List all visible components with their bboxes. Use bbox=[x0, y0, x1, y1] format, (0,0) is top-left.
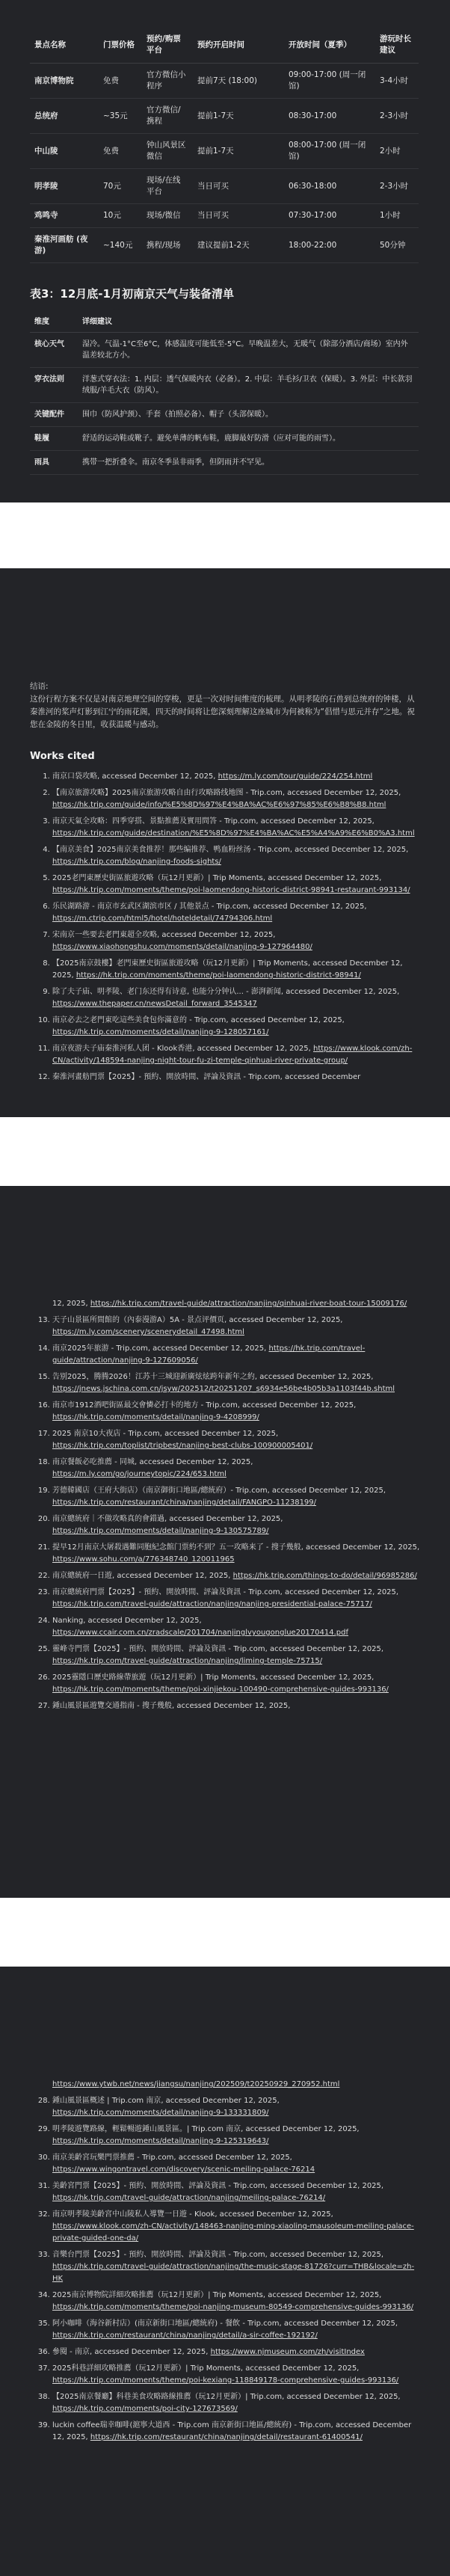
citation-item bbox=[52, 1615, 420, 1639]
citation-text: 阿小咖啡（海谷新村店）(南京新街口地區/總統府) - 餐飲 - Trip.com, accessed December 12, 2025, bbox=[52, 2320, 398, 2328]
citation-text: 2025老門東歷史街區旅遊攻略（玩12月更新）| Trip Moments, accessed December 12, 2025, bbox=[52, 874, 382, 882]
citation-item bbox=[52, 1043, 420, 1067]
weather-table bbox=[30, 309, 419, 475]
citation-text: 南京總統府一日遊, accessed December 12, 2025, bbox=[52, 1572, 233, 1580]
citation-link[interactable]: https://hk.trip.com/restaurant/china/nanjing/detail/restaurant-61400541/ bbox=[90, 2433, 363, 2441]
citation-link[interactable]: https://www.thepaper.cn/newsDetail_forward_3545347 bbox=[52, 1000, 257, 1008]
citation-text: 南京餐飯必吃推薦 - 同城, accessed December 12, 2025, bbox=[52, 1458, 253, 1466]
citation-item bbox=[52, 1570, 420, 1582]
citation-link[interactable]: https://hk.trip.com/moments/detail/nanjing-9-128057161/ bbox=[52, 1028, 269, 1036]
citation-text: 南京市1912酒吧街區最交會憐必打卡的地方 - Trip.com, accessed December 12, 2025, bbox=[52, 1401, 357, 1410]
weather-advice: 湿冷。气温-1°C至6°C，体感温度可能低至-5°C。早晚温差大，无暖气（除部分酒店/商场）室内外温差较北方小。 bbox=[78, 333, 419, 368]
venue-duration: 3-4小时 bbox=[375, 64, 419, 99]
venue-table-header bbox=[30, 25, 419, 64]
citation-item bbox=[52, 901, 420, 925]
citation-text: 南京口袋攻略, accessed December 12, 2025, bbox=[52, 772, 218, 781]
citation-item bbox=[52, 2180, 420, 2204]
venue-col-header: 游玩时长建议 bbox=[375, 25, 419, 64]
venue-price: ~35元 bbox=[99, 99, 142, 134]
citation-link[interactable]: https://hk.trip.com/guide/destination/%E5%8D%97%E4%BA%AC%E5%A4%A9%E6%B0%A3.html bbox=[52, 829, 415, 837]
citation-item bbox=[52, 1644, 420, 1667]
venue-price: ~140元 bbox=[99, 228, 142, 263]
citation-link[interactable]: https://hk.trip.com/moments/detail/nanjing-9-125319643/ bbox=[52, 2137, 269, 2145]
venue-hours: 08:00-17:00 (周一闭馆) bbox=[284, 134, 375, 169]
venue-hours: 08:30-17:00 bbox=[284, 99, 375, 134]
venue-platform: 官方微信/携程 bbox=[142, 99, 193, 134]
citation-link[interactable]: https://hk.trip.com/moments/detail/nanjing-9-133331809/ bbox=[52, 2109, 269, 2117]
table-row bbox=[30, 333, 419, 368]
citation-text: 2025科巷詳細攻略推薦（玩12月更新）| Trip Moments, accessed December 12, 2025, bbox=[52, 2364, 360, 2373]
citation-text: 【南京旅游攻略】2025南京旅游攻略自由行攻略路线地图 - Trip.com, accessed December 12, 2025, bbox=[52, 789, 401, 797]
citation-item bbox=[52, 2346, 420, 2358]
citation-continuation bbox=[30, 1298, 420, 1310]
venue-duration: 2小时 bbox=[375, 134, 419, 169]
venue-table bbox=[30, 25, 419, 263]
page-gap bbox=[0, 502, 450, 568]
citation-item bbox=[52, 873, 420, 897]
page-3 bbox=[0, 1186, 450, 1898]
citation-text: 2025靈隱口歷史路線帶旅遊（玩12月更新）| Trip Moments, accessed December 12, 2025, bbox=[52, 1673, 375, 1682]
weather-dimension: 关键配件 bbox=[30, 403, 78, 427]
citation-link[interactable]: https://www.ccair.com.cn/zradscale/201704/nanjinglvyougonglue20170414.pdf bbox=[52, 1629, 349, 1637]
venue-duration: 2-3小时 bbox=[375, 99, 419, 134]
citation-text: 靈峰寺門票【2025】- 預約、開放時間、評論及資訊 - Trip.com, accessed December 12, 2025, bbox=[52, 1645, 384, 1653]
conclusion-heading: 结语: bbox=[30, 682, 49, 691]
works-cited-list bbox=[30, 2095, 420, 2444]
table-row bbox=[30, 204, 419, 228]
venue-col-header: 开放时间（夏季） bbox=[284, 25, 375, 64]
citation-link[interactable]: https://hk.trip.com/moments/poi-city-127673569/ bbox=[52, 2405, 238, 2413]
works-cited-title: Works cited bbox=[30, 751, 95, 762]
page-4 bbox=[0, 1967, 450, 2576]
citation-text: 明孝陵遊覽路線，輕鬆暢遊鍾山風景區。| Trip.com 南京, accessed December 12, 2025, bbox=[52, 2125, 360, 2133]
citation-item bbox=[52, 1015, 420, 1039]
citation-text: 鍾山風景區遊覽交通指南 - 搜子幾般, accessed December 12, 2025, bbox=[52, 1702, 291, 1710]
venue-duration: 1小时 bbox=[375, 204, 419, 228]
venue-duration: 50分钟 bbox=[375, 228, 419, 263]
citation-link[interactable]: https://www.klook.com/zh-CN/activity/148594-nanjing-night-tour-fu-zi-temple-qinhuai-river-private-group/ bbox=[52, 1045, 413, 1065]
citation-item bbox=[52, 1485, 420, 1509]
citation-link[interactable]: https://hk.trip.com/restaurant/china/nanjing/detail/a-sir-coffee-192192/ bbox=[52, 2331, 318, 2340]
citation-item bbox=[52, 1542, 420, 1566]
citation-link[interactable]: https://hk.trip.com/travel-guide/attraction/nanjing/meiling-palace-76214/ bbox=[52, 2194, 326, 2202]
citation-link[interactable]: https://hk.trip.com/things-to-do/detail/96985286/ bbox=[232, 1572, 417, 1580]
citation-item bbox=[52, 816, 420, 840]
citation-item bbox=[52, 958, 420, 982]
citation-item bbox=[52, 2095, 420, 2119]
citation-link[interactable]: https://m.ly.com/scenery/scenerydetail_47498.html bbox=[52, 1328, 244, 1336]
venue-name: 南京博物院 bbox=[30, 64, 99, 99]
venue-booking: 当日可买 bbox=[193, 204, 284, 228]
venue-price: 70元 bbox=[99, 169, 142, 204]
venue-hours: 06:30-18:00 bbox=[284, 169, 375, 204]
table-row bbox=[30, 403, 419, 427]
weather-table-header bbox=[30, 309, 419, 333]
venue-price: 10元 bbox=[99, 204, 142, 228]
citation-link[interactable]: https://hk.trip.com/guide/info/%E5%8D%97%E4%BA%AC%E6%97%85%E6%B8%B8.html bbox=[52, 801, 386, 809]
weather-dimension: 穿衣法则 bbox=[30, 368, 78, 403]
venue-price: 免费 bbox=[99, 134, 142, 169]
citation-item bbox=[52, 1371, 420, 1395]
citation-item bbox=[52, 1457, 420, 1481]
citation-text: 【南京美食】2025南京美食推荐！那些编推荐、鸭血粉丝汤 - Trip.com, accessed December 12, 2025, bbox=[52, 846, 409, 854]
weather-advice: 围巾（防风护颈）、手套（拍照必备）、帽子（头部保暖）。 bbox=[78, 403, 419, 427]
venue-platform: 携程/现场 bbox=[142, 228, 193, 263]
works-cited-list bbox=[30, 1315, 420, 1712]
venue-booking: 提前1-7天 bbox=[193, 134, 284, 169]
venue-name: 鸡鸣寺 bbox=[30, 204, 99, 228]
conclusion-text: 这份行程方案不仅是对南京地理空间的穿梭，更是一次对时间维度的梳理。从明孝陵的石兽到总统府的钟楼，从秦淮河的桨声灯影到江宁的雨花阁，四天的时间将让您深刻理解这座城市为何被称为“倡惜与思元并存”之地。祝您在金陵的冬日里，收获温暖与感动。 bbox=[30, 695, 415, 729]
venue-name: 总统府 bbox=[30, 99, 99, 134]
citation-text: 南京明孝陵美齡宮中山陵私人導覽一日遊 - Klook, accessed December 12, 2025, bbox=[52, 2210, 333, 2219]
citation-item bbox=[52, 2249, 420, 2285]
citation-link[interactable]: https://www.njmuseum.com/zh/visitIndex bbox=[210, 2348, 365, 2356]
citation-item bbox=[52, 929, 420, 953]
citation-text: 南京總統府門票【2025】- 預約、開放時間、評論及資訊 - Trip.com, accessed December 12, 2025, bbox=[52, 1588, 399, 1596]
citation-item bbox=[52, 787, 420, 811]
citation-text: 【2025南京餐廳】科巷美食攻略路線推薦（玩12月更新）| Trip.com, accessed December 12, 2025, bbox=[52, 2393, 401, 2401]
citation-link[interactable]: https://jnews.jschina.com.cn/jsyw/202512/t20251207_s6934e56be4b05b3a1103f44b.shtml bbox=[52, 1385, 395, 1393]
venue-name: 秦淮河画舫 (夜游) bbox=[30, 228, 99, 263]
citation-text: 鍾山風景區概述 | Trip.com 南京, accessed December 12, 2025, bbox=[52, 2097, 280, 2105]
table-row bbox=[30, 169, 419, 204]
citation-link[interactable]: https://hk.trip.com/travel-guide/attraction/nanjing-9-127609056/ bbox=[52, 1344, 366, 1365]
citation-text: 【2025南京鼓樓】老門東歷史街區旅遊攻略（玩12月更新）| Trip Moments, accessed December 12, 2025, bbox=[52, 959, 403, 980]
venue-name: 中山陵 bbox=[30, 134, 99, 169]
venue-platform: 官方微信小程序 bbox=[142, 64, 193, 99]
citation-link[interactable]: https://hk.trip.com/travel-guide/attraction/nanjing/nanjing-presidential-palace-75717/ bbox=[52, 1600, 372, 1608]
citation-item bbox=[52, 2124, 420, 2148]
citation-item bbox=[52, 986, 420, 1010]
weather-col-header: 维度 bbox=[30, 309, 78, 333]
citation-text: 乐民湖路游 - 南京市玄武区湖滨市区 / 其他景点 - Trip.com, accessed December 12, 2025, bbox=[52, 903, 367, 911]
citation-item bbox=[52, 1072, 420, 1083]
citation-item bbox=[52, 2420, 420, 2444]
weather-dimension: 雨具 bbox=[30, 451, 78, 475]
citation-text: 美齡宮門票【2025】- 預約、開放時間、評論及資訊 - Trip.com, accessed December 12, 2025, bbox=[52, 2182, 384, 2190]
citation-text: 秦淮河畫舫門票【2025】- 預約、開放時間、評論及資訊 - Trip.com, accessed December bbox=[52, 1073, 361, 1081]
citation-link[interactable]: https://m.ctrip.com/html5/hotel/hoteldetail/74794306.html bbox=[52, 914, 273, 923]
table-row bbox=[30, 134, 419, 169]
venue-duration: 2-3小时 bbox=[375, 169, 419, 204]
citation-link[interactable]: https://m.ly.com/tour/guide/224/254.html bbox=[218, 772, 373, 781]
citation-item bbox=[52, 1700, 420, 1712]
citation-item bbox=[52, 1343, 420, 1367]
citation-link[interactable]: https://hk.trip.com/moments/theme/poi-laomendong-historic-district-98941-restaurant-993134/ bbox=[52, 886, 410, 894]
citation-link[interactable]: https://hk.trip.com/toplist/tripbest/nanjing-best-clubs-100900005401/ bbox=[52, 1442, 313, 1450]
citation-link[interactable]: https://hk.trip.com/moments/detail/nanjing-9-130575789/ bbox=[52, 1527, 269, 1535]
citation-link[interactable]: https://www.wingontravel.com/discovery/scenic-meiling-palace-76214 bbox=[52, 2165, 315, 2174]
citation-text: 2025 南京10大夜店 - Trip.com, accessed December 12, 2025, bbox=[52, 1430, 279, 1438]
venue-platform: 现场/微信 bbox=[142, 204, 193, 228]
citation-item bbox=[52, 1315, 420, 1338]
works-cited-list bbox=[30, 771, 420, 1083]
citation-text: 南京2025年旅游 - Trip.com, accessed December 12, 2025, bbox=[52, 1344, 269, 1353]
citation-text: 南京總統府｜不做攻略真的會錯過, accessed December 12, 2025, bbox=[52, 1515, 283, 1523]
citation-link[interactable]: https://www.sohu.com/a/776348740_120011965 bbox=[52, 1555, 235, 1564]
citation-item bbox=[52, 1513, 420, 1537]
citation-text: 南京美齡宮玩樂門票推薦 - Trip.com, accessed December 12, 2025, bbox=[52, 2154, 292, 2162]
citation-item bbox=[52, 2318, 420, 2342]
venue-platform: 现场/在线平台 bbox=[142, 169, 193, 204]
table-row bbox=[30, 99, 419, 134]
weather-advice: 舒适的运动鞋或靴子。避免单薄的帆布鞋，鹿脚最好防滑（应对可能的雨雪）。 bbox=[78, 427, 419, 451]
citation-text: 宋南京一些要去老門東超全攻略, accessed December 12, 2025, bbox=[52, 931, 276, 939]
citation-link[interactable]: https://www.klook.com/zh-CN/activity/148463-nanjing-ming-xiaoling-mausoleum-meiling-palace-private-guided-one-da/ bbox=[52, 2222, 414, 2243]
page-gap bbox=[0, 1117, 450, 1186]
citation-item bbox=[52, 1587, 420, 1611]
citation-link[interactable]: https://hk.trip.com/restaurant/china/nanjing/detail/FANGPO-11238199/ bbox=[52, 1498, 317, 1507]
citation-text: 2025南京博物院詳細攻略推薦（玩12月更新）| Trip Moments, accessed December 12, 2025, bbox=[52, 2291, 382, 2299]
citation-item bbox=[52, 1672, 420, 1696]
venue-platform: 钟山风景区微信 bbox=[142, 134, 193, 169]
citation-text: 南京夜游夫子庙秦淮河私人团 - Klook香港, accessed December 12, 2025, bbox=[52, 1045, 313, 1053]
citation-text: 告别2025，腾腾2026！江苏十三城迎新廣炫炫跨年新年之約, accessed December 12, 2025, bbox=[52, 1373, 374, 1381]
venue-booking: 提前7天 (18:00) bbox=[193, 64, 284, 99]
venue-name: 明孝陵 bbox=[30, 169, 99, 204]
venue-col-header: 预约开启时间 bbox=[193, 25, 284, 64]
citation-link[interactable]: https://hk.trip.com/moments/detail/nanjing-9-4208999/ bbox=[52, 1413, 259, 1421]
weather-col-header: 详细建议 bbox=[78, 309, 419, 333]
weather-dimension: 鞋履 bbox=[30, 427, 78, 451]
citation-link[interactable]: https://hk.trip.com/moments/theme/poi-laomendong-historic-district-98941/ bbox=[75, 971, 361, 980]
citation-link[interactable]: https://www.xiaohongshu.com/moments/detail/nanjing-9-127964480/ bbox=[52, 943, 312, 951]
citation-link[interactable]: https://hk.trip.com/travel-guide/attraction/nanjing/qinhuai-river-boat-tour-15009176/ bbox=[90, 1300, 407, 1308]
table-row bbox=[30, 64, 419, 99]
weather-advice: 洋葱式穿衣法：1. 内层：透气保暖内衣（必备）。2. 中层：羊毛衫/卫衣（保暖）。3. 外层：中长款羽绒服/羊毛大衣（防风）。 bbox=[78, 368, 419, 403]
table-row bbox=[30, 228, 419, 263]
table-row bbox=[30, 451, 419, 475]
citation-text: 參閱 - 南京, accessed December 12, 2025, bbox=[52, 2348, 211, 2356]
weather-advice: 携带一把折叠伞。南京冬季虽非雨季，但阴雨并不罕见。 bbox=[78, 451, 419, 475]
citation-item bbox=[52, 2209, 420, 2245]
citation-item bbox=[52, 1428, 420, 1452]
citation-continuation bbox=[30, 2079, 420, 2091]
citation-link[interactable]: https://hk.trip.com/blog/nanjing-foods-sights/ bbox=[52, 858, 221, 866]
citation-item bbox=[52, 844, 420, 868]
citation-item bbox=[52, 771, 420, 783]
venue-booking: 建议提前1-2天 bbox=[193, 228, 284, 263]
venue-col-header: 预约/购票平台 bbox=[142, 25, 193, 64]
citation-item bbox=[52, 2391, 420, 2415]
citation-text: 南京必去之老門東吃這些美食包你滿意的 - Trip.com, accessed December 12, 2025, bbox=[52, 1016, 345, 1024]
citation-link[interactable]: https://hk.trip.com/moments/theme/poi-xinjiekou-100490-comprehensive-guides-993136/ bbox=[52, 1685, 389, 1694]
citation-text: 12, 2025, bbox=[52, 1300, 90, 1308]
citation-link[interactable]: https://hk.trip.com/moments/theme/poi-kexiang-118849178-comprehensive-guides-993136/ bbox=[52, 2376, 399, 2385]
page-2 bbox=[0, 568, 450, 1117]
citation-text: luckin coffee瑞幸咖啡(滬寧大道西 - Trip.com 南京新街口地區/總統府) - Trip.com, accessed December 12, 2025, bbox=[52, 2421, 412, 2441]
table-row bbox=[30, 427, 419, 451]
venue-hours: 07:30-17:00 bbox=[284, 204, 375, 228]
venue-col-header: 门票价格 bbox=[99, 25, 142, 64]
citation-text: 南京天氣全攻略：四季穿搭、景點推薦及實用問答 - Trip.com, accessed December 12, 2025, bbox=[52, 817, 375, 826]
venue-col-header: 景点名称 bbox=[30, 25, 99, 64]
venue-price: 免费 bbox=[99, 64, 142, 99]
citation-item bbox=[52, 2363, 420, 2387]
citation-text: 天子山景區所間館的（內泰漫游A）5A - 景点评價页, accessed December 12, 2025, bbox=[52, 1316, 343, 1324]
citation-item bbox=[52, 2290, 420, 2314]
weather-dimension: 核心天气 bbox=[30, 333, 78, 368]
citation-text: Nanking, accessed December 12, 2025, bbox=[52, 1617, 202, 1625]
citation-text: 除了夫子庙、明孝陵、老门东还得有诗意, 也能分分钟认... - 澎湃新闻, accessed December 12, 2025, bbox=[52, 988, 400, 996]
page-gap bbox=[0, 1898, 450, 1967]
page-1 bbox=[0, 0, 450, 502]
venue-booking: 提前1-7天 bbox=[193, 99, 284, 134]
venue-hours: 09:00-17:00 (周一闭馆) bbox=[284, 64, 375, 99]
citation-item bbox=[52, 2152, 420, 2176]
citation-text: 音樂台門票【2025】- 預約、開放時間、評論及資訊 - Trip.com, accessed December 12, 2025, bbox=[52, 2251, 384, 2259]
venue-hours: 18:00-22:00 bbox=[284, 228, 375, 263]
citation-link[interactable]: https://hk.trip.com/travel-guide/attraction/nanjing/liming-temple-75715/ bbox=[52, 1657, 323, 1665]
venue-booking: 当日可买 bbox=[193, 169, 284, 204]
citation-link[interactable]: https://hk.trip.com/moments/theme/poi-nanjing-museum-80549-comprehensive-guides-993136/ bbox=[52, 2303, 414, 2311]
citation-text: 提早12月南京大屠殺遇難同胞紀念館门票約不到？五一攻略来了 - 搜子幾般, accessed December 12, 2025, bbox=[52, 1543, 420, 1552]
citation-link[interactable]: https://m.ly.com/go/journeytopic/224/653.html bbox=[52, 1470, 226, 1478]
table-row bbox=[30, 368, 419, 403]
weather-table-title: 表3：12月底-1月初南京天气与装备清单 bbox=[30, 287, 234, 301]
citation-link[interactable]: https://hk.trip.com/travel-guide/attraction/nanjing/the-music-stage-81726?curr=THB&locale=zh-HK bbox=[52, 2263, 415, 2283]
citation-item bbox=[52, 1400, 420, 1424]
citation-text: 芳德韓國店（王府大街店）（南京御街口地區/總統府）- Trip.com, accessed December 12, 2025, bbox=[52, 1487, 386, 1495]
citation-link[interactable]: https://www.ytwb.net/news/jiangsu/nanjing/202509/t20250929_270952.html bbox=[52, 2080, 340, 2088]
